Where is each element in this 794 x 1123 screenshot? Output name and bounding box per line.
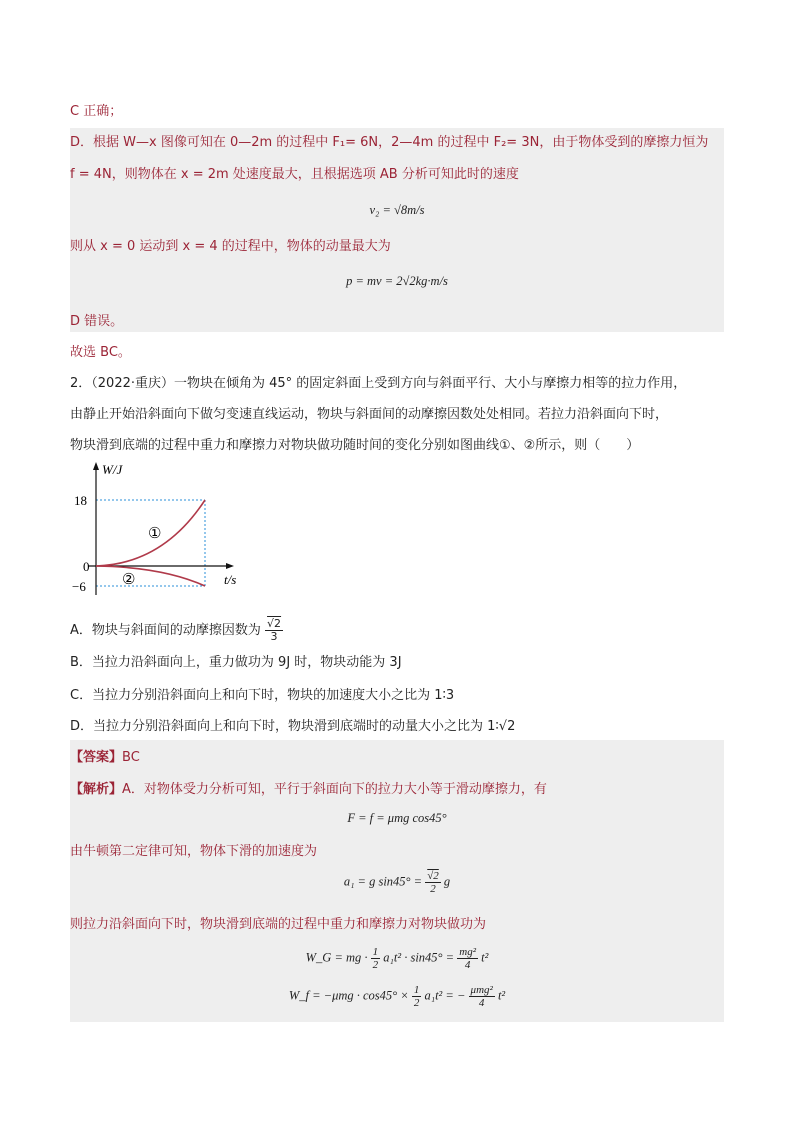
formula-v2: v₂ = √8m/s bbox=[369, 203, 425, 217]
option-a-denominator: 3 bbox=[270, 630, 278, 643]
formula4-half bbox=[412, 984, 422, 1009]
shade-d-block bbox=[70, 128, 724, 332]
formula4-den: 4 bbox=[478, 997, 485, 1009]
analysis-line1 bbox=[70, 780, 724, 800]
option-a-numerator: √2 bbox=[267, 617, 282, 630]
formula2-num: √2 bbox=[427, 870, 439, 882]
y-axis-arrow bbox=[93, 462, 99, 470]
tick-18: 18 bbox=[74, 493, 87, 508]
question-stem-line1: 2．（2022·重庆）一物块在倾角为 45° 的固定斜面上受到方向与斜面平行、大小与摩擦力相等的拉力作用， bbox=[70, 376, 687, 391]
formula3-fraction bbox=[457, 946, 478, 971]
formula4-num: μmg² bbox=[470, 984, 493, 996]
option-d[interactable]: D．当拉力分别沿斜面向上和向下时，物块滑到底端时的动量大小之比为 1∶√2 bbox=[70, 719, 516, 734]
choose-line: 故选 BC。 bbox=[70, 345, 131, 360]
y-axis-label: W/J bbox=[102, 462, 123, 477]
d-analysis-line2: f = 4N，则物体在 x = 2m 处速度最大，且根据选项 AB 分析可知此时的速度 bbox=[70, 167, 519, 182]
formula3-half bbox=[371, 946, 381, 971]
d-wrong-line: D 错误。 bbox=[70, 314, 124, 329]
option-b[interactable]: B．当拉力沿斜面向上，重力做功为 9J 时，物块动能为 3J bbox=[70, 655, 402, 670]
formula-acceleration bbox=[70, 870, 724, 895]
work-time-graph bbox=[68, 460, 258, 605]
d-analysis-line3: 则从 x = 0 运动到 x = 4 的过程中，物体的动量最大为 bbox=[70, 239, 391, 254]
analysis-line2: 由牛顿第二定律可知，物体下滑的加速度为 bbox=[70, 844, 318, 859]
tick-0: 0 bbox=[83, 559, 90, 574]
d-analysis-line1: D．根据 W—x 图像可知在 0—2m 的过程中 F₁= 6N，2—4m 的过程中 F₂= 3N，由于物体受到的摩擦力恒为 bbox=[70, 135, 709, 150]
formula3-half-num: 1 bbox=[372, 946, 379, 958]
x-axis-arrow bbox=[226, 563, 234, 569]
question-stem-line2: 由静止开始沿斜面向下做匀变速直线运动，物块与斜面间的动摩擦因数处处相同。若拉力沿斜面向下时， bbox=[70, 407, 669, 422]
option-c[interactable]: C．当拉力分别沿斜面向上和向下时，物块的加速度大小之比为 1∶3 bbox=[70, 688, 455, 703]
answer-tag: 【答案】 bbox=[70, 750, 123, 765]
option-a[interactable] bbox=[70, 618, 724, 644]
formula4-right: t² bbox=[497, 988, 506, 1003]
formula4-mid: a₁t² = − bbox=[424, 988, 466, 1003]
option-a-text: A．物块与斜面间的动摩擦因数为 bbox=[70, 623, 261, 638]
formula3-num: mg² bbox=[459, 946, 476, 958]
curve-2-label: ② bbox=[122, 572, 136, 588]
guide-lines bbox=[96, 500, 205, 586]
formula-momentum: p = mv = 2√2kg·m/s bbox=[346, 274, 448, 288]
analysis-line3: 则拉力沿斜面向下时，物块滑到底端的过程中重力和摩擦力对物块做功为 bbox=[70, 917, 487, 932]
formula3-half-den: 2 bbox=[372, 959, 379, 971]
formula-work-gravity bbox=[70, 946, 724, 971]
answer-value: BC bbox=[122, 750, 140, 765]
formula-work-friction bbox=[70, 984, 724, 1009]
formula2-den: 2 bbox=[430, 883, 436, 895]
option-a-fraction bbox=[265, 618, 283, 643]
analysis-text1: A．对物体受力分析可知，平行于斜面向下的拉力大小等于滑动摩擦力，有 bbox=[122, 782, 547, 797]
formula3-left: W_G = mg · bbox=[305, 950, 368, 965]
formula4-half-num: 1 bbox=[413, 984, 420, 996]
x-axis-label: t/s bbox=[224, 572, 237, 587]
formula2-fraction bbox=[425, 870, 441, 895]
formula4-left: W_f = −μmg · cos45° × bbox=[288, 988, 409, 1003]
curve-2 bbox=[96, 566, 205, 586]
formula4-half-den: 2 bbox=[413, 997, 420, 1009]
analysis-tag: 【解析】 bbox=[70, 782, 123, 797]
formula2-left: a₁ = g sin45° = bbox=[343, 874, 423, 889]
tick-neg6: −6 bbox=[72, 579, 86, 594]
formula-friction: F = f = μmg cos45° bbox=[347, 811, 447, 825]
c-correct-line: C 正确； bbox=[70, 104, 123, 119]
curve-1-label: ① bbox=[148, 526, 162, 542]
answer-line bbox=[70, 748, 724, 768]
formula2-right: g bbox=[443, 874, 451, 889]
formula4-fraction bbox=[469, 984, 495, 1009]
formula3-mid: a₁t² · sin45° = bbox=[383, 950, 455, 965]
question-stem-line3: 物块滑到底端的过程中重力和摩擦力对物块做功随时间的变化分别如图曲线①、②所示，则（ ） bbox=[70, 438, 640, 453]
formula3-right: t² bbox=[481, 950, 489, 965]
formula3-den: 4 bbox=[464, 959, 471, 971]
